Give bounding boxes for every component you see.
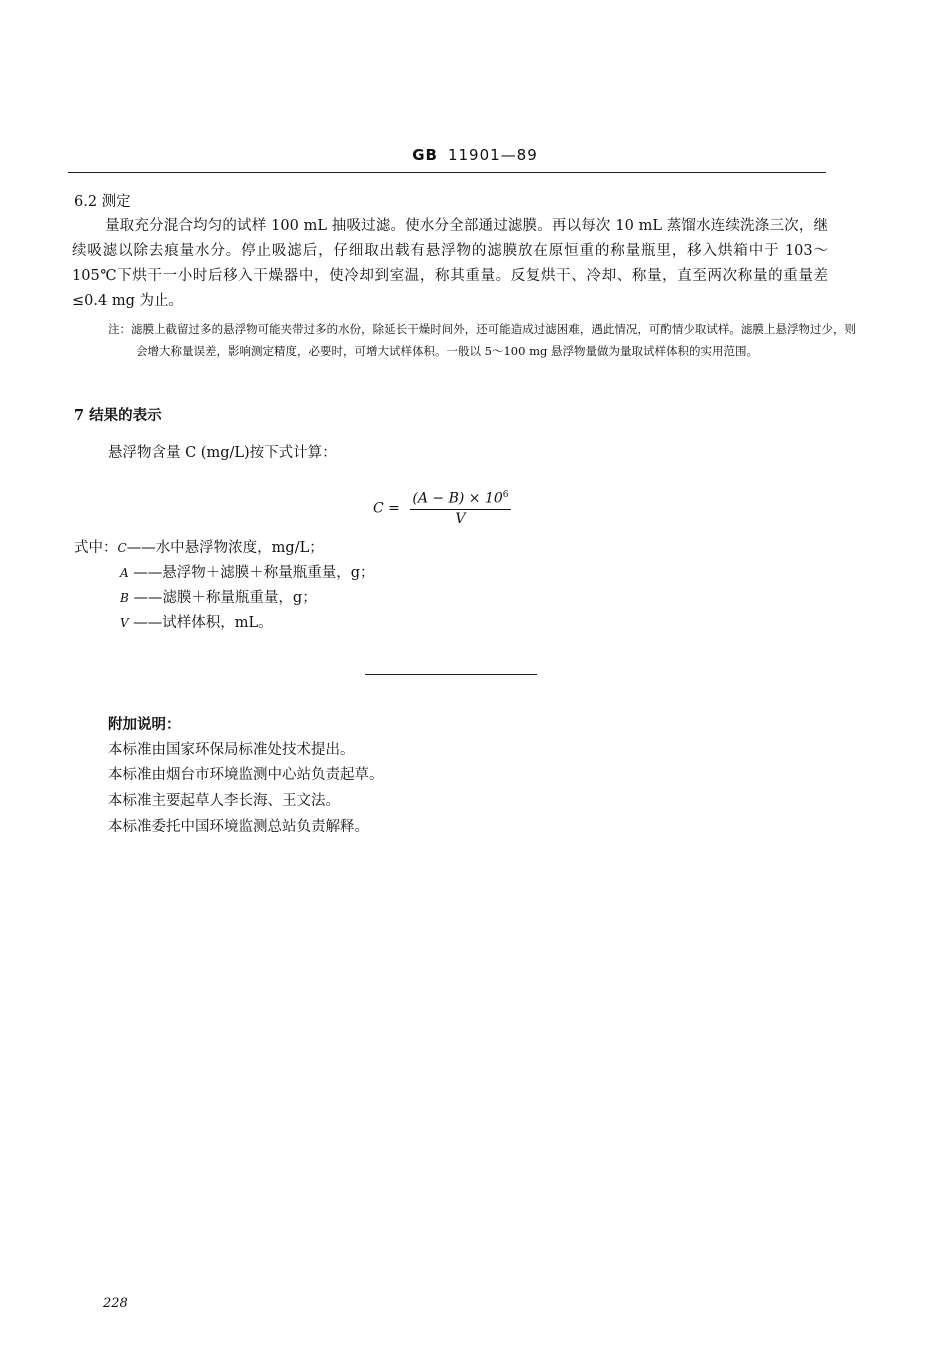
result-formula bbox=[373, 490, 511, 527]
definition-a: A ——悬浮物＋滤膜＋称量瓶重量，g； bbox=[120, 565, 375, 581]
standard-code: GB bbox=[412, 146, 438, 164]
supplementary-line: 本标准主要起草人李长海、王文法。 bbox=[108, 793, 340, 810]
page-number: 228 bbox=[103, 1296, 128, 1311]
section-7-heading: 7 结果的表示 bbox=[74, 407, 162, 424]
formula-lhs: C = bbox=[373, 500, 400, 517]
symbol-b: B bbox=[120, 591, 129, 605]
formula-exponent: 6 bbox=[502, 490, 509, 500]
symbol-c: C bbox=[117, 541, 127, 555]
definition-b: B ——滤膜＋称量瓶重量，g； bbox=[120, 590, 317, 606]
formula-numerator: $(A - B) \times 10^6$ bbox=[410, 490, 510, 510]
formula-fraction bbox=[410, 490, 510, 527]
definition-v: V ——试样体积，mL。 bbox=[120, 615, 273, 631]
section-6-2-heading: 6.2 测定 bbox=[74, 194, 131, 210]
standard-number: 11901—89 bbox=[447, 146, 538, 164]
definition-c: 式中：C——水中悬浮物浓度，mg/L； bbox=[74, 540, 324, 556]
supplementary-title: 附加说明： bbox=[108, 716, 181, 733]
section-6-2-note: 注：滤膜上截留过多的悬浮物可能夹带过多的水份，除延长干燥时间外，还可能造成过滤困难，遇此情况，可酌情少取试样。滤膜上悬浮物过少，则会增大称量误差，影响测定精度，必要时，可增大试样体积。一般以 5～100 mg 悬浮物量做为量取试样体积的实用范围。 bbox=[108, 322, 856, 358]
section-6-2-paragraph: 量取充分混合均匀的试样 100 mL 抽吸过滤。使水分全部通过滤膜。再以每次 10 mL 蒸馏水连续洗涤三次，继续吸滤以除去痕量水分。停止吸滤后，仔细取出载有悬浮物的滤膜放在原恒重的称量瓶里，移入烘箱中于 103～105℃下烘干一小时后移入干燥器中，使冷却到室温，称其重量。反复烘干、冷却、称量，直至两次称量的重量差≤0.4 mg 为止。 bbox=[72, 218, 828, 309]
document-header bbox=[0, 146, 950, 164]
header-rule bbox=[68, 172, 826, 173]
end-rule bbox=[365, 674, 537, 675]
symbol-a: A bbox=[120, 566, 129, 580]
supplementary-block bbox=[108, 712, 384, 841]
formula-intro: 悬浮物含量 C (mg/L)按下式计算： bbox=[108, 445, 337, 461]
supplementary-line: 本标准由烟台市环境监测中心站负责起草。 bbox=[108, 767, 384, 784]
supplementary-line: 本标准委托中国环境监测总站负责解释。 bbox=[108, 818, 369, 835]
symbol-v: V bbox=[120, 616, 129, 630]
formula-denominator: V bbox=[455, 510, 466, 527]
supplementary-line: 本标准由国家环保局标准处技术提出。 bbox=[108, 741, 355, 758]
